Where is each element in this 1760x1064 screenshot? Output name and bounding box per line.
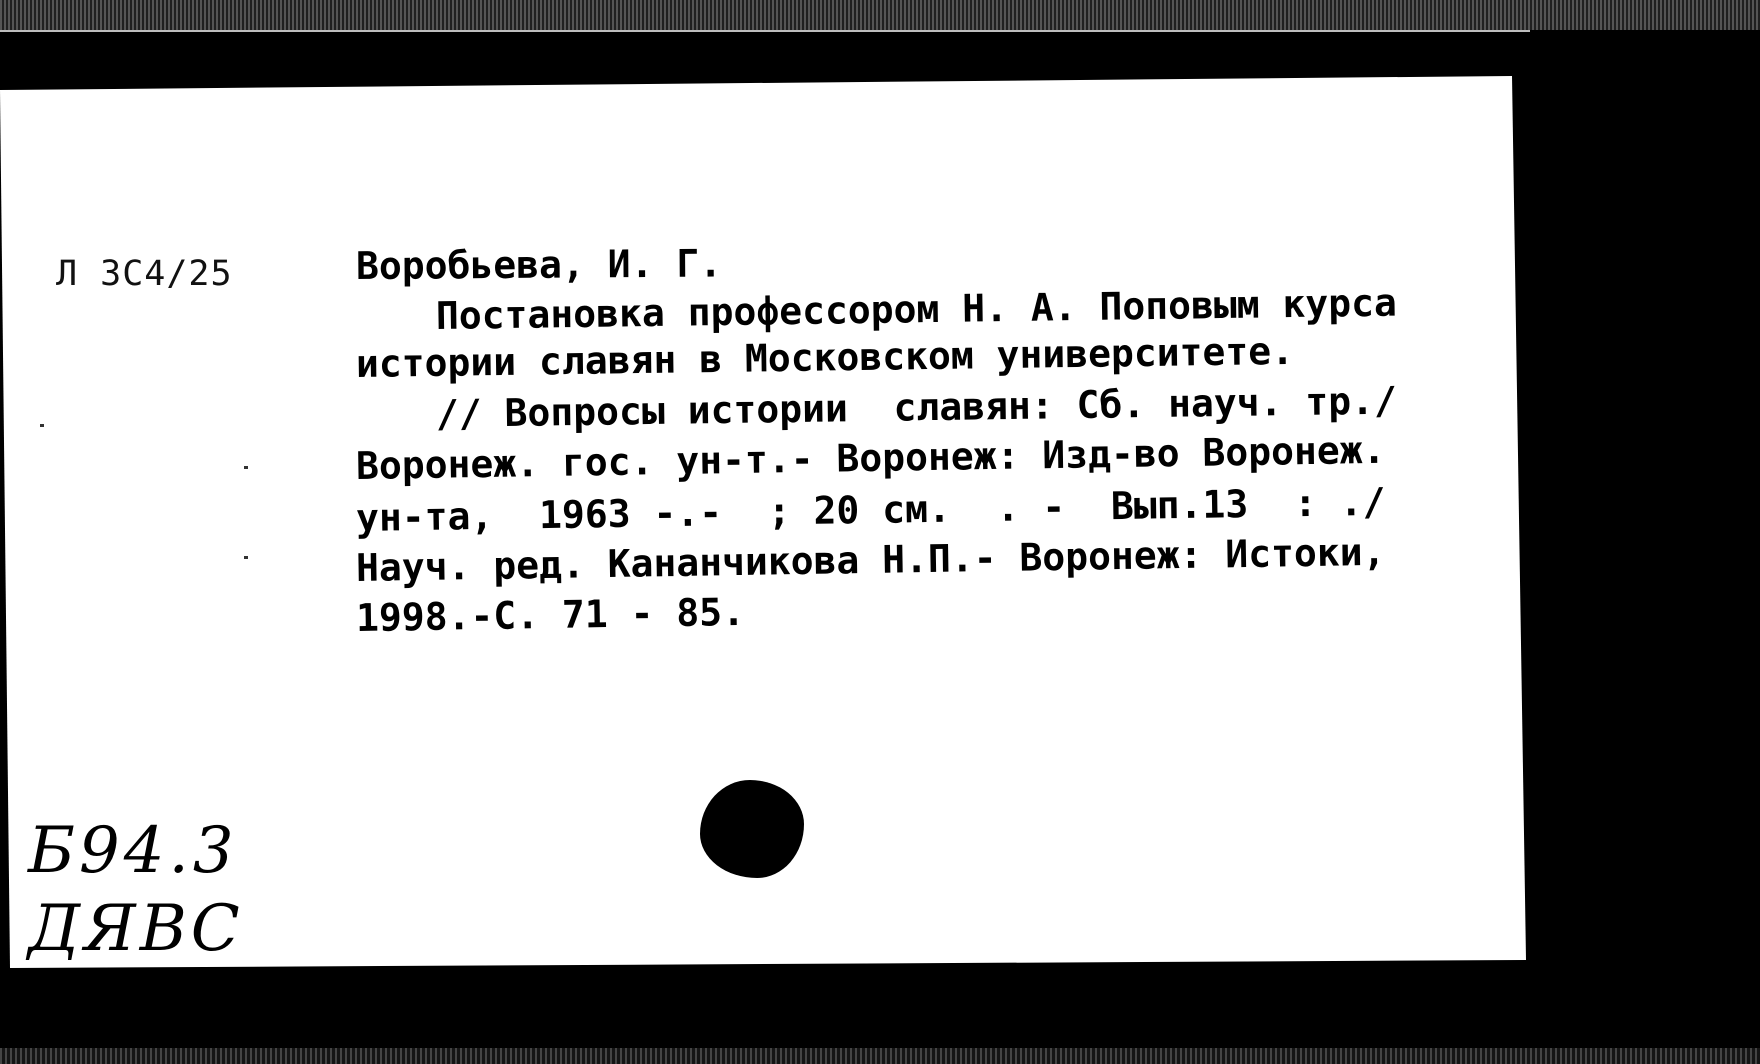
scan-speck [40, 424, 44, 427]
entry-author: Воробьева, И. Г. [355, 241, 723, 288]
film-edge-line [0, 30, 1530, 32]
entry-editor-line: Науч. ред. Кананчикова Н.П.- Воронеж: Истоки, [355, 529, 1386, 590]
entry-title-line: Постановка профессором Н. А. Поповым курса [435, 280, 1398, 338]
handwritten-code: ДЯВС [28, 892, 244, 966]
entry-source-line: ун-та, 1963 -.- ; 20 см. . - Вып.13 : ./ [355, 479, 1386, 540]
entry-source-line: // Вопросы истории славян: Сб. науч. тр./ [435, 378, 1398, 436]
scan-speck [244, 556, 248, 559]
entry-source-line: Воронеж. гос. ун-т.- Воронеж: Изд-во Воронеж. [355, 427, 1386, 488]
entry-pages-line: 1998.-С. 71 - 85. [355, 589, 746, 640]
shelf-mark: Л 3С4/25 [56, 254, 233, 294]
punch-hole [700, 780, 804, 878]
scan-speck [244, 466, 248, 469]
entry-title-line: истории славян в Московском университете. [355, 328, 1295, 386]
film-edge-top [0, 0, 1760, 30]
handwritten-classification: Б94.3 [28, 814, 238, 888]
film-edge-bottom [0, 1048, 1760, 1064]
